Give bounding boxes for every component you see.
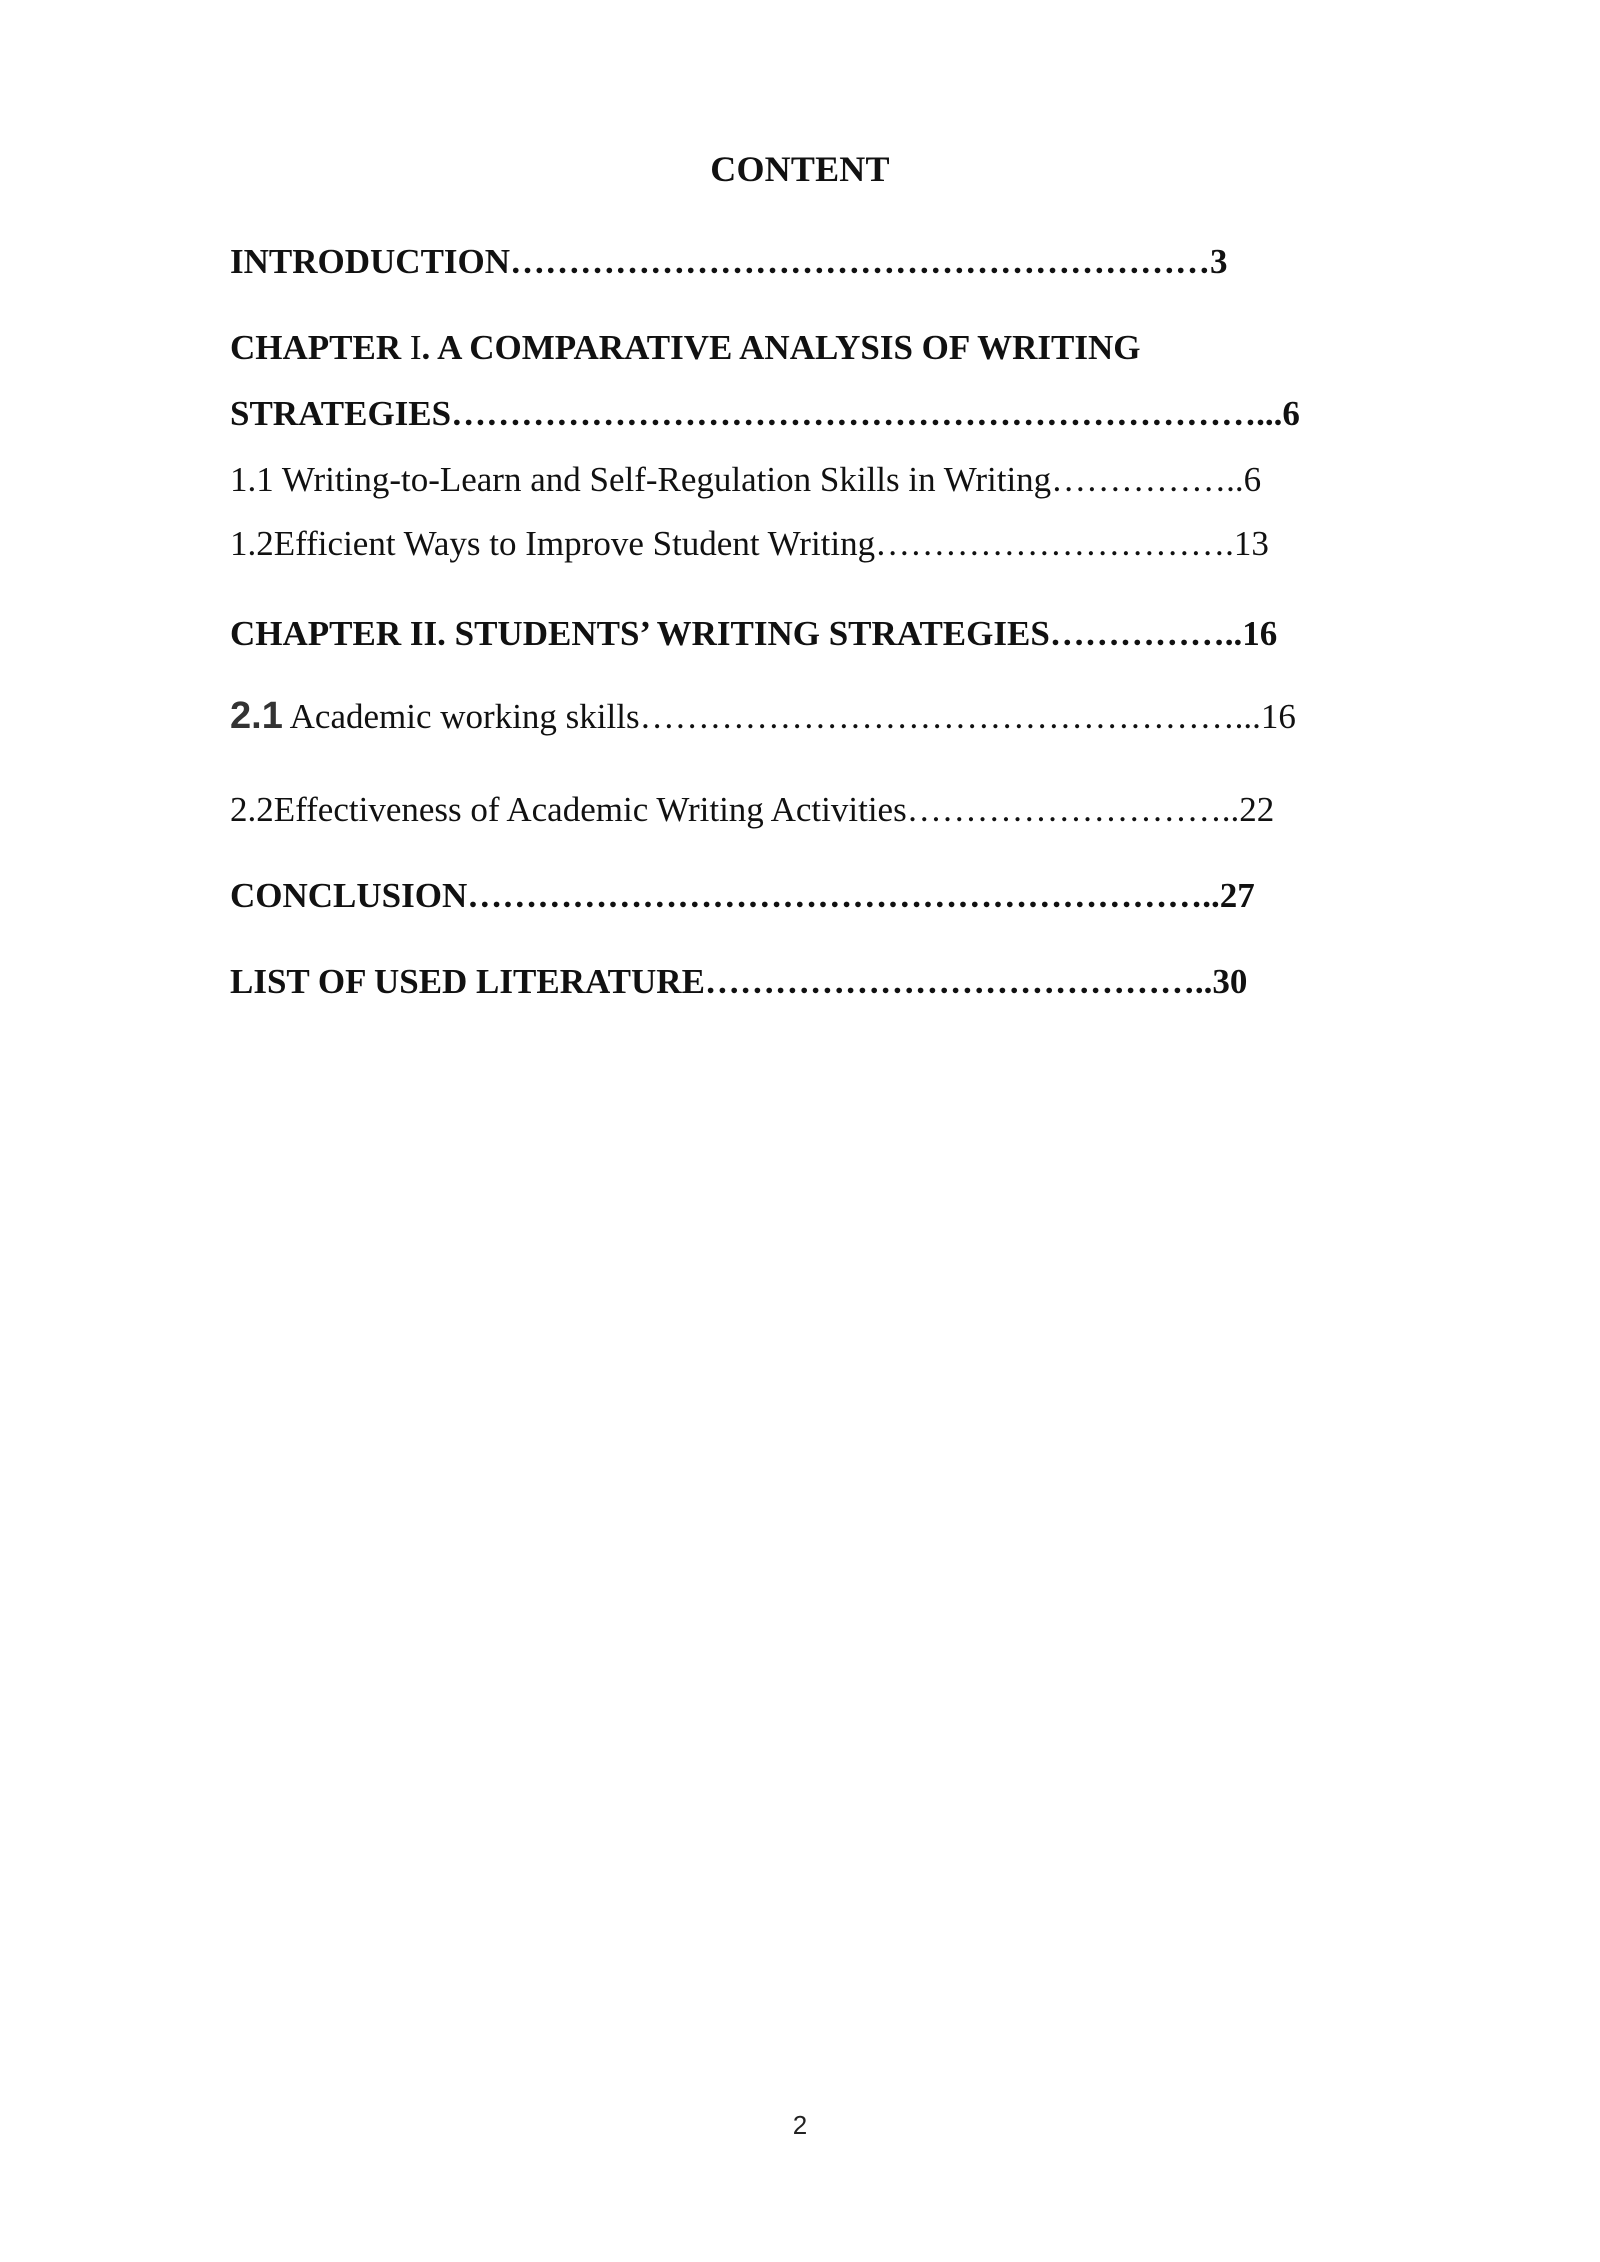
toc-entry-section-1-2: 1.2Efficient Ways to Improve Student Writing………………………….13 xyxy=(230,524,1269,563)
toc-entry-chapter-1-line-1 xyxy=(230,326,1140,370)
toc-entry-conclusion: CONCLUSION………………………………………………………..27 xyxy=(230,876,1255,915)
toc-entry-introduction: INTRODUCTION……………………………………………………3 xyxy=(230,242,1228,281)
chapter-1-title: . A COMPARATIVE ANALYSIS OF WRITING xyxy=(421,328,1141,367)
contents-heading: CONTENT xyxy=(710,149,890,189)
section-2-1-title: Academic working skills……………………………………………...16 xyxy=(282,697,1296,736)
page-number: 2 xyxy=(792,2110,808,2140)
toc-entry-chapter-1-line-2: STRATEGIES……………………………………………………………...6 xyxy=(230,394,1300,433)
toc-entry-section-2-1 xyxy=(230,694,1296,739)
toc-entry-literature: LIST OF USED LITERATURE……………………………………..30 xyxy=(230,962,1248,1001)
chapter-1-prefix: CHAPTER xyxy=(230,328,410,367)
toc-entry-section-1-1: 1.1 Writing-to-Learn and Self-Regulation Skills in Writing……………..6 xyxy=(230,460,1262,499)
toc-entry-section-2-2: 2.2Effectiveness of Academic Writing Activities………………………..22 xyxy=(230,790,1275,829)
toc-entry-chapter-2: CHAPTER II. STUDENTS’ WRITING STRATEGIES……………..16 xyxy=(230,614,1278,653)
section-2-1-number: 2.1 xyxy=(230,695,283,737)
chapter-1-roman-numeral: I xyxy=(409,328,422,367)
